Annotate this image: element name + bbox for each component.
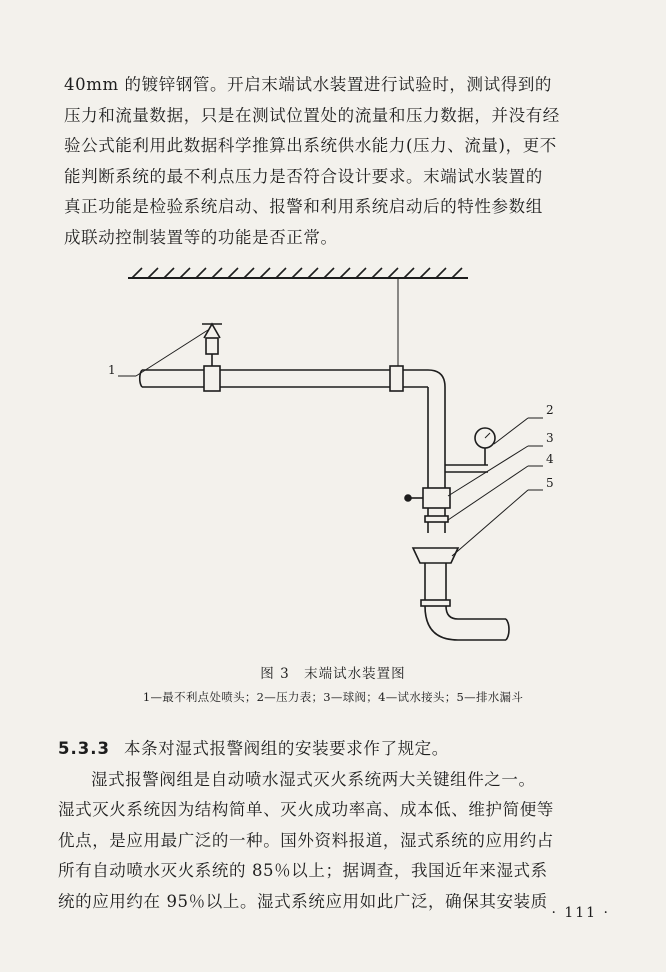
figure-caption: 图 3 末端试水装置图 (260, 666, 406, 682)
body-paragraph-2 (58, 734, 628, 917)
horizontal-pipe (140, 366, 428, 391)
ball-valve (405, 488, 450, 508)
body-paragraph-1 (64, 70, 624, 253)
sprinkler-head (202, 324, 222, 366)
vertical-pipe (428, 370, 445, 498)
section-number: 5.3.3 (58, 739, 110, 758)
text-line: 40mm 的镀锌钢管。开启末端试水装置进行试验时，测试得到的 (64, 75, 553, 94)
section-heading-line (58, 734, 628, 765)
pressure-gauge (445, 428, 495, 472)
text-line: 统的应用约在 95％以上。湿式系统应用如此广泛，确保其安装质 (58, 891, 548, 911)
callout-3: 3 (546, 431, 554, 445)
test-connector (425, 508, 448, 533)
ceiling-hatch (128, 268, 468, 278)
page-number: · 111 · (551, 905, 610, 921)
text-line: 能判断系统的最不利点压力是否符合设计要求。末端试水装置的 (64, 166, 543, 186)
callout-4: 4 (546, 452, 554, 466)
callout-2: 2 (546, 403, 554, 417)
section-heading: 本条对湿式报警阀组的安装要求作了规定。 (123, 739, 449, 758)
text-line: 成联动控制装置等的功能是否正常。 (64, 227, 338, 247)
end-test-device-diagram (108, 258, 588, 658)
figure-legend: 1—最不利点处喷头；2—压力表；3—球阀；4—试水接头；5—排水漏斗 (142, 690, 524, 704)
text-line: 真正功能是检验系统启动、报警和利用系统启动后的特性参数组 (64, 197, 543, 216)
text-line: 湿式报警阀组是自动喷水湿式灭火系统两大关键组件之一。 (91, 769, 536, 789)
callout-5: 5 (546, 476, 554, 490)
text-line: 优点，是应用最广泛的一种。国外资料报道，湿式系统的应用约占 (58, 830, 554, 850)
text-line: 湿式灭火系统因为结构简单、灭火成功率高、成本低、维护简便等 (58, 800, 554, 819)
drain-funnel (413, 548, 509, 640)
text-line: 压力和流量数据，只是在测试位置处的流量和压力数据，并没有经 (64, 105, 560, 125)
callout-leaders (118, 330, 543, 556)
text-line: 验公式能利用此数据科学推算出系统供水能力(压力、流量)，更不 (64, 136, 557, 155)
callout-1: 1 (108, 363, 116, 377)
text-line: 所有自动喷水灭火系统的 85％以上；据调查，我国近年来湿式系 (58, 861, 548, 880)
